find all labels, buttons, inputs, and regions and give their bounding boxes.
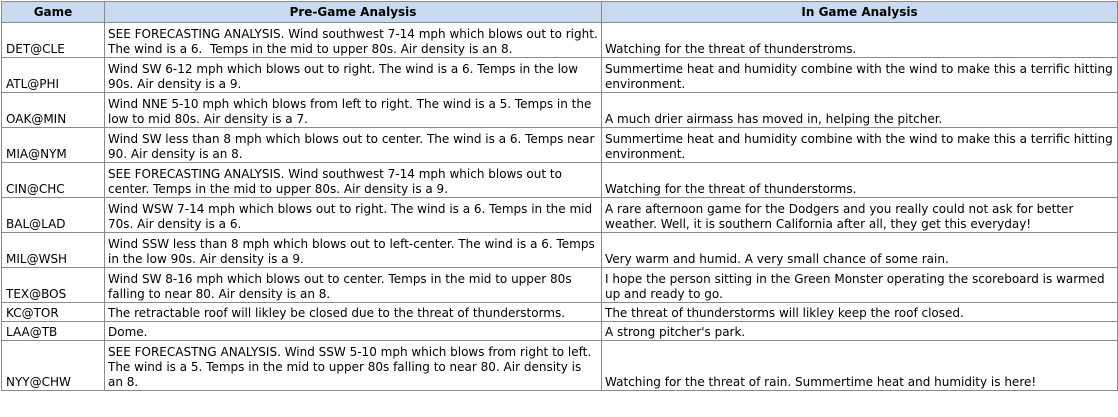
table-row	[2, 341, 1118, 391]
in-game-cell: A much drier airmass has moved in, helping the pitcher.	[602, 93, 1118, 128]
header-in-game-analysis: In Game Analysis	[602, 2, 1118, 23]
table-row	[2, 233, 1118, 268]
in-game-cell: Watching for the threat of thunderstroms.	[602, 23, 1118, 58]
in-game-cell: Watching for the threat of thunderstorms.	[602, 163, 1118, 198]
in-game-cell: Summertime heat and humidity combine with the wind to make this a terrific hitting environment.	[602, 58, 1118, 93]
game-cell: CIN@CHC	[2, 163, 105, 198]
pre-game-cell: The retractable roof will likley be closed due to the threat of thunderstorms.	[105, 303, 602, 322]
pre-game-cell: Wind SW 6-12 mph which blows out to right. The wind is a 6. Temps in the low 90s. Air density is a 9.	[105, 58, 602, 93]
pre-game-cell: Wind NNE 5-10 mph which blows from left to right. The wind is a 5. Temps in the low to mid 80s. Air density is a 7.	[105, 93, 602, 128]
table-row	[2, 303, 1118, 322]
game-cell: NYY@CHW	[2, 341, 105, 391]
header-game: Game	[2, 2, 105, 23]
table-row	[2, 268, 1118, 303]
game-cell: MIL@WSH	[2, 233, 105, 268]
in-game-cell: Summertime heat and humidity combine with the wind to make this a terrific hitting environment.	[602, 128, 1118, 163]
game-cell: TEX@BOS	[2, 268, 105, 303]
table-row	[2, 163, 1118, 198]
table-row	[2, 23, 1118, 58]
pre-game-cell: Wind SSW less than 8 mph which blows out to left-center. The wind is a 6. Temps in the low 90s. Air density is a 9.	[105, 233, 602, 268]
game-cell: MIA@NYM	[2, 128, 105, 163]
pre-game-cell: SEE FORECASTNG ANALYSIS. Wind SSW 5-10 mph which blows from right to left. The wind is a 5. Temps in the mid to upper 80s falling to near 80. Air density is an 8.	[105, 341, 602, 391]
pre-game-cell: Wind SW less than 8 mph which blows out to center. The wind is a 6. Temps near 90. Air density is an 8.	[105, 128, 602, 163]
in-game-cell: Watching for the threat of rain. Summertime heat and humidity is here!	[602, 341, 1118, 391]
in-game-cell: I hope the person sitting in the Green Monster operating the scoreboard is warmed up and ready to go.	[602, 268, 1118, 303]
table-row	[2, 128, 1118, 163]
header-row	[2, 2, 1118, 23]
pre-game-cell: Wind WSW 7-14 mph which blows out to right. The wind is a 6. Temps in the mid 70s. Air density is a 6.	[105, 198, 602, 233]
table-row	[2, 93, 1118, 128]
pre-game-cell: Dome.	[105, 322, 602, 341]
table-row	[2, 198, 1118, 233]
pre-game-cell: SEE FORECASTING ANALYSIS. Wind southwest 7-14 mph which blows out to center. Temps in the mid to upper 80s. Air density is a 9.	[105, 163, 602, 198]
pre-game-cell: Wind SW 8-16 mph which blows out to center. Temps in the mid to upper 80s falling to near 80. Air density is an 8.	[105, 268, 602, 303]
in-game-cell: A rare afternoon game for the Dodgers and you really could not ask for better weather. Well, it is southern California after all, they get this everyday!	[602, 198, 1118, 233]
pre-game-cell: SEE FORECASTING ANALYSIS. Wind southwest 7-14 mph which blows out to right. The wind is a 6. Temps in the mid to upper 80s. Air density is an 8.	[105, 23, 602, 58]
game-cell: DET@CLE	[2, 23, 105, 58]
in-game-cell: Very warm and humid. A very small chance of some rain.	[602, 233, 1118, 268]
in-game-cell: The threat of thunderstorms will likley keep the roof closed.	[602, 303, 1118, 322]
game-cell: BAL@LAD	[2, 198, 105, 233]
game-cell: LAA@TB	[2, 322, 105, 341]
game-cell: ATL@PHI	[2, 58, 105, 93]
in-game-cell: A strong pitcher's park.	[602, 322, 1118, 341]
game-cell: KC@TOR	[2, 303, 105, 322]
table-row	[2, 58, 1118, 93]
header-pre-game-analysis: Pre-Game Analysis	[105, 2, 602, 23]
weather-analysis-table	[1, 1, 1118, 391]
game-cell: OAK@MIN	[2, 93, 105, 128]
table-row	[2, 322, 1118, 341]
